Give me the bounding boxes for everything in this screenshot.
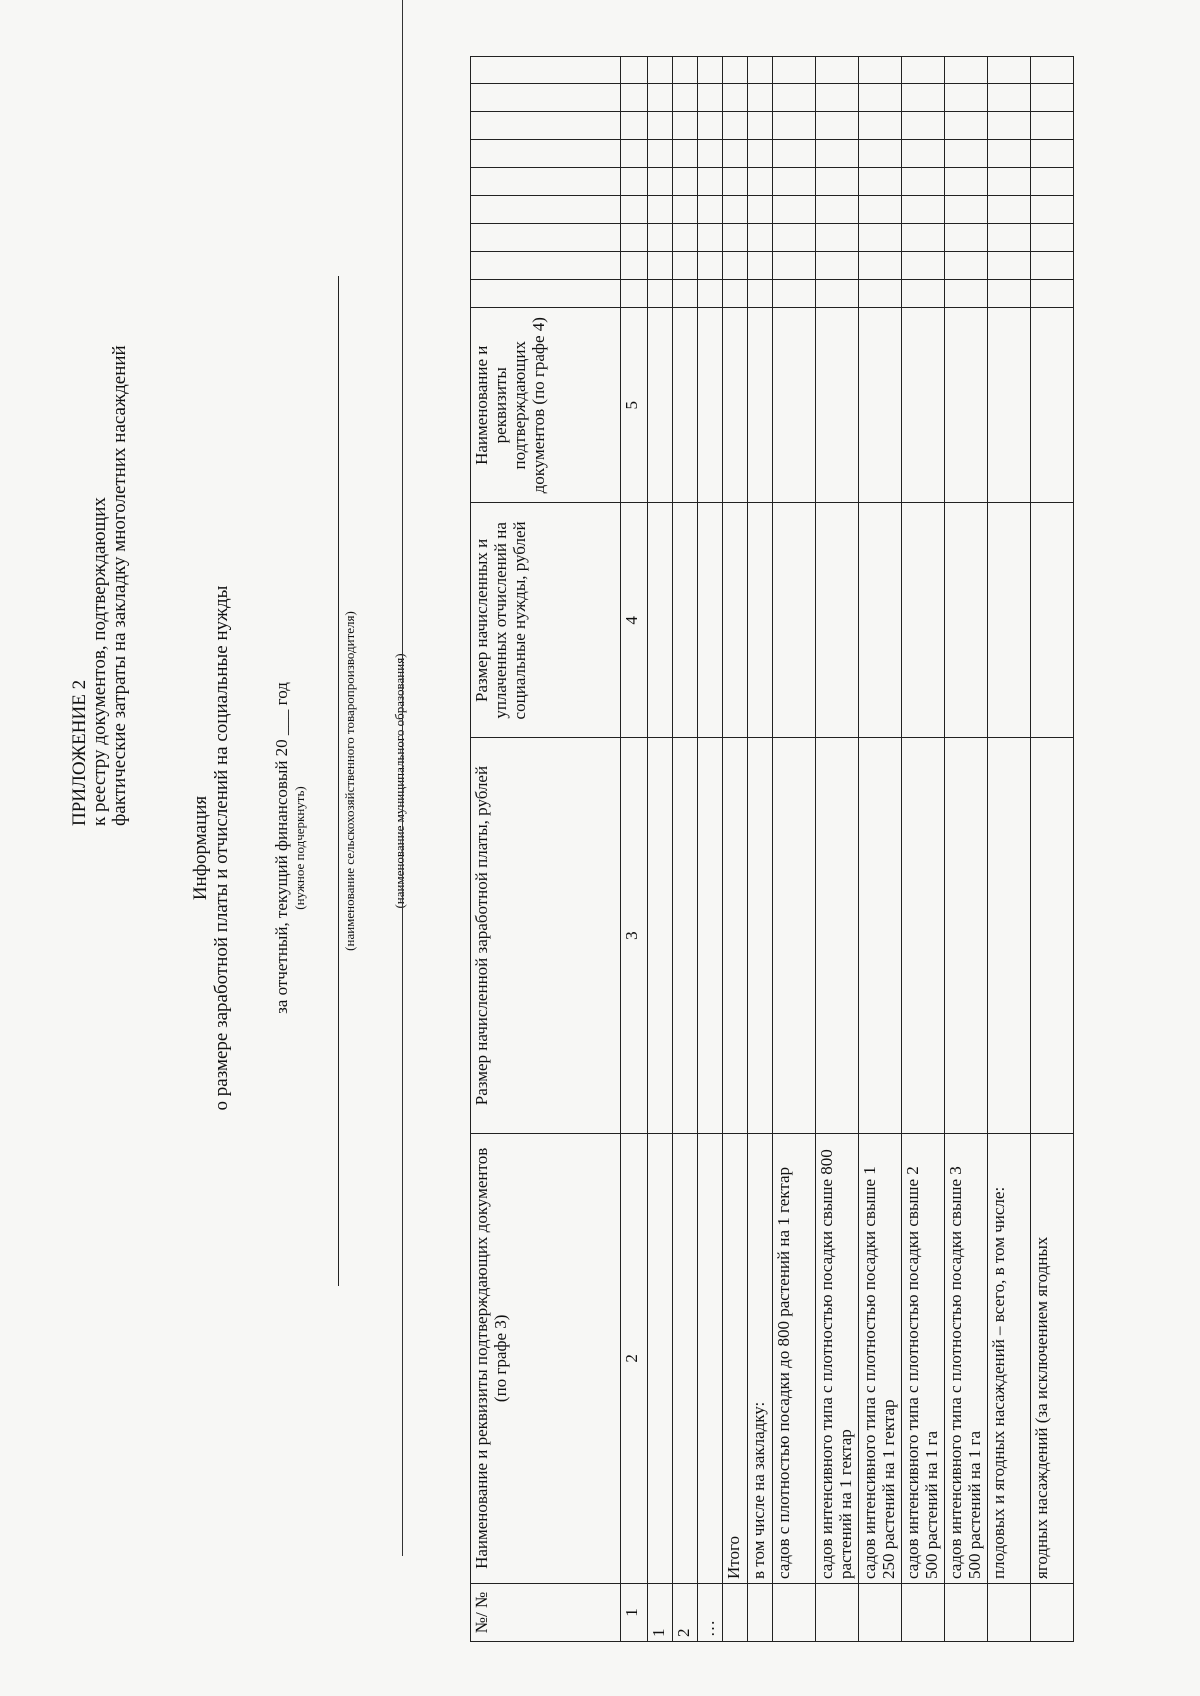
row-value-cell[interactable]: [648, 168, 673, 196]
row-label: плодовых и ягодных насаждений – всего, в том числе:: [988, 1133, 1031, 1583]
row-value-cell[interactable]: [698, 252, 723, 280]
blank-cell: [471, 57, 621, 84]
row-value-cell[interactable]: [698, 738, 723, 1133]
appendix-line-3: фактические затраты на закладку многолетних насаждений: [109, 345, 130, 826]
row-value-cell[interactable]: [648, 57, 673, 84]
data-table: [470, 56, 1074, 1642]
row-value-cell[interactable]: [816, 738, 859, 1133]
row-value-cell[interactable]: [698, 57, 723, 84]
blank-cell: [621, 280, 648, 308]
row-value-cell[interactable]: [648, 503, 673, 738]
row-value-cell[interactable]: [648, 84, 673, 112]
column-number: 2: [621, 1133, 648, 1583]
row-value-cell[interactable]: [773, 140, 816, 168]
row-value-cell[interactable]: [988, 57, 1031, 84]
row-value-cell[interactable]: [1031, 140, 1074, 168]
row-label: [673, 1133, 698, 1583]
producer-caption: (наименование сельскохозяйственного товаропроизводителя): [342, 611, 357, 951]
blank-cell: [621, 140, 648, 168]
row-value-cell[interactable]: [988, 738, 1031, 1133]
row-value-cell[interactable]: [945, 140, 988, 168]
row-value-cell[interactable]: [859, 738, 902, 1133]
row-value-cell[interactable]: [945, 57, 988, 84]
row-value-cell[interactable]: [1031, 308, 1074, 503]
row-value-cell[interactable]: [945, 84, 988, 112]
blank-cell: [621, 196, 648, 224]
appendix-line-2: к реестру документов, подтверждающих: [89, 497, 110, 826]
row-value-cell[interactable]: [723, 252, 748, 280]
blank-cell: [471, 196, 621, 224]
row-label: [648, 1133, 673, 1583]
row-value-cell[interactable]: [859, 252, 902, 280]
row-value-cell[interactable]: [945, 252, 988, 280]
blank-cell: [471, 252, 621, 280]
municipality-caption: (наименование муниципального образования): [392, 653, 407, 909]
table-row: [748, 57, 773, 1642]
row-value-cell[interactable]: [988, 140, 1031, 168]
row-value-cell[interactable]: [945, 280, 988, 308]
row-value-cell[interactable]: [673, 503, 698, 738]
header-salary: Размер начисленной заработной платы, рублей: [471, 738, 621, 1133]
blank-cell: [471, 112, 621, 140]
row-value-cell[interactable]: [816, 196, 859, 224]
row-value-cell[interactable]: [773, 308, 816, 503]
row-value-cell[interactable]: [723, 140, 748, 168]
row-value-cell[interactable]: [698, 308, 723, 503]
blank-cell: [471, 140, 621, 168]
column-number: 4: [621, 503, 648, 738]
header-documents-4: Наименование и реквизиты подтверждающих документов (по графе 4): [471, 308, 621, 503]
table-row: [902, 57, 945, 1642]
row-value-cell[interactable]: [902, 252, 945, 280]
row-value-cell[interactable]: [859, 84, 902, 112]
column-number-row: [621, 57, 648, 1642]
row-value-cell[interactable]: [773, 196, 816, 224]
row-value-cell[interactable]: [1031, 503, 1074, 738]
row-value-cell[interactable]: [648, 308, 673, 503]
table-row: [859, 57, 902, 1642]
column-number: 1: [621, 1583, 648, 1641]
row-number: [1031, 1583, 1074, 1641]
column-number: 3: [621, 738, 648, 1133]
row-value-cell[interactable]: [748, 224, 773, 252]
row-value-cell[interactable]: [723, 196, 748, 224]
row-number: 2: [673, 1583, 698, 1641]
row-value-cell[interactable]: [673, 168, 698, 196]
row-value-cell[interactable]: [859, 112, 902, 140]
row-value-cell[interactable]: [698, 84, 723, 112]
row-value-cell[interactable]: [988, 168, 1031, 196]
row-value-cell[interactable]: [673, 280, 698, 308]
row-value-cell[interactable]: [1031, 112, 1074, 140]
row-number: [748, 1583, 773, 1641]
row-value-cell[interactable]: [988, 112, 1031, 140]
row-label: [698, 1133, 723, 1583]
row-value-cell[interactable]: [773, 57, 816, 84]
row-value-cell[interactable]: [902, 308, 945, 503]
column-number: 5: [621, 308, 648, 503]
row-value-cell[interactable]: [723, 84, 748, 112]
row-value-cell[interactable]: [748, 738, 773, 1133]
row-value-cell[interactable]: [773, 224, 816, 252]
row-value-cell[interactable]: [748, 280, 773, 308]
row-value-cell[interactable]: [902, 112, 945, 140]
row-label: в том числе на закладку:: [748, 1133, 773, 1583]
row-number: [945, 1583, 988, 1641]
row-number: [816, 1583, 859, 1641]
appendix-header: [70, 46, 130, 826]
row-value-cell[interactable]: [902, 57, 945, 84]
producer-name-line[interactable]: [338, 276, 339, 1286]
row-value-cell[interactable]: [673, 224, 698, 252]
row-value-cell[interactable]: [859, 196, 902, 224]
row-value-cell[interactable]: [698, 280, 723, 308]
row-label: садов интенсивного типа с плотностью посадки свыше 3 500 растений на 1 га: [945, 1133, 988, 1583]
blank-cell: [621, 57, 648, 84]
row-number: [902, 1583, 945, 1641]
header-number: №/ №: [471, 1583, 621, 1641]
row-value-cell[interactable]: [648, 252, 673, 280]
row-value-cell[interactable]: [698, 503, 723, 738]
table-row: [816, 57, 859, 1642]
row-value-cell[interactable]: [1031, 224, 1074, 252]
row-value-cell[interactable]: [816, 224, 859, 252]
row-value-cell[interactable]: [816, 112, 859, 140]
row-label: садов интенсивного типа с плотностью посадки свыше 800 растений на 1 гектар: [816, 1133, 859, 1583]
row-value-cell[interactable]: [748, 196, 773, 224]
row-value-cell[interactable]: [816, 57, 859, 84]
row-value-cell[interactable]: [648, 738, 673, 1133]
row-value-cell[interactable]: [816, 252, 859, 280]
blank-cell: [621, 252, 648, 280]
row-value-cell[interactable]: [673, 308, 698, 503]
row-value-cell[interactable]: [698, 140, 723, 168]
row-value-cell[interactable]: [859, 140, 902, 168]
row-label: садов интенсивного типа с плотностью посадки свыше 2 500 растений на 1 га: [902, 1133, 945, 1583]
row-value-cell[interactable]: [698, 196, 723, 224]
row-value-cell[interactable]: [748, 112, 773, 140]
row-value-cell[interactable]: [773, 503, 816, 738]
row-value-cell[interactable]: [988, 503, 1031, 738]
row-value-cell[interactable]: [1031, 280, 1074, 308]
row-value-cell[interactable]: [673, 196, 698, 224]
row-value-cell[interactable]: [723, 738, 748, 1133]
row-value-cell[interactable]: [816, 84, 859, 112]
header-row: [471, 57, 621, 1642]
blank-cell: [621, 112, 648, 140]
blank-cell: [471, 224, 621, 252]
table-row: [673, 57, 698, 1642]
row-value-cell[interactable]: [773, 168, 816, 196]
table-row: [648, 57, 673, 1642]
row-value-cell[interactable]: [988, 308, 1031, 503]
row-value-cell[interactable]: [1031, 196, 1074, 224]
row-value-cell[interactable]: [723, 280, 748, 308]
row-value-cell[interactable]: [902, 503, 945, 738]
blank-cell: [621, 168, 648, 196]
row-value-cell[interactable]: [673, 738, 698, 1133]
row-value-cell[interactable]: [773, 252, 816, 280]
row-number: [773, 1583, 816, 1641]
blank-cell: [621, 224, 648, 252]
row-value-cell[interactable]: [723, 503, 748, 738]
row-value-cell[interactable]: [1031, 738, 1074, 1133]
row-number: 1: [648, 1583, 673, 1641]
row-value-cell[interactable]: [902, 738, 945, 1133]
period-line: за отчетный, текущий финансовый 20 ___ год: [272, 682, 291, 1014]
row-value-cell[interactable]: [773, 84, 816, 112]
row-value-cell[interactable]: [648, 280, 673, 308]
row-value-cell[interactable]: [748, 57, 773, 84]
row-value-cell[interactable]: [723, 57, 748, 84]
title-line-2: о размере заработной платы и отчислений на социальные нужды: [211, 585, 232, 1111]
row-value-cell[interactable]: [816, 140, 859, 168]
row-value-cell[interactable]: [698, 168, 723, 196]
row-value-cell[interactable]: [859, 280, 902, 308]
row-value-cell[interactable]: [945, 503, 988, 738]
row-number: [988, 1583, 1031, 1641]
row-label: садов с плотностью посадки до 800 растений на 1 гектар: [773, 1133, 816, 1583]
row-value-cell[interactable]: [902, 168, 945, 196]
table-row: [945, 57, 988, 1642]
row-value-cell[interactable]: [816, 503, 859, 738]
row-value-cell[interactable]: [859, 57, 902, 84]
row-value-cell[interactable]: [673, 57, 698, 84]
row-value-cell[interactable]: [945, 224, 988, 252]
row-value-cell[interactable]: [723, 308, 748, 503]
row-value-cell[interactable]: [648, 112, 673, 140]
row-number: …: [698, 1583, 723, 1641]
row-value-cell[interactable]: [988, 196, 1031, 224]
blank-cell: [471, 168, 621, 196]
blank-cell: [471, 84, 621, 112]
table-row: [773, 57, 816, 1642]
row-value-cell[interactable]: [698, 224, 723, 252]
row-value-cell[interactable]: [748, 503, 773, 738]
row-value-cell[interactable]: [1031, 168, 1074, 196]
row-value-cell[interactable]: [816, 280, 859, 308]
header-documents-3: Наименование и реквизиты подтверждающих документов (по графе 3): [471, 1133, 621, 1583]
row-value-cell[interactable]: [648, 196, 673, 224]
row-value-cell[interactable]: [748, 252, 773, 280]
row-value-cell[interactable]: [902, 84, 945, 112]
row-value-cell[interactable]: [773, 280, 816, 308]
row-value-cell[interactable]: [773, 738, 816, 1133]
row-value-cell[interactable]: [673, 112, 698, 140]
row-value-cell[interactable]: [1031, 57, 1074, 84]
row-value-cell[interactable]: [673, 84, 698, 112]
row-value-cell[interactable]: [748, 308, 773, 503]
appendix-title: ПРИЛОЖЕНИЕ 2: [69, 679, 90, 826]
table-row: [723, 57, 748, 1642]
row-value-cell[interactable]: [945, 112, 988, 140]
row-value-cell[interactable]: [1031, 252, 1074, 280]
row-value-cell[interactable]: [673, 252, 698, 280]
row-number: [859, 1583, 902, 1641]
horizontal-rule: [402, 0, 403, 1556]
blank-cell: [471, 280, 621, 308]
row-value-cell[interactable]: [988, 224, 1031, 252]
row-label: ягодных насаждений (за исключением ягодных: [1031, 1133, 1074, 1583]
period-hint: (нужное подчеркнуть): [292, 786, 307, 910]
title-line-1: Информация: [190, 795, 211, 901]
table-row: [698, 57, 723, 1642]
row-value-cell[interactable]: [723, 168, 748, 196]
row-value-cell[interactable]: [748, 84, 773, 112]
row-value-cell[interactable]: [859, 503, 902, 738]
row-value-cell[interactable]: [698, 112, 723, 140]
row-value-cell[interactable]: [902, 224, 945, 252]
blank-cell: [621, 84, 648, 112]
row-value-cell[interactable]: [945, 308, 988, 503]
row-value-cell[interactable]: [902, 140, 945, 168]
row-value-cell[interactable]: [859, 168, 902, 196]
row-value-cell[interactable]: [773, 112, 816, 140]
row-value-cell[interactable]: [648, 224, 673, 252]
row-value-cell[interactable]: [816, 168, 859, 196]
row-value-cell[interactable]: [673, 140, 698, 168]
row-value-cell[interactable]: [945, 738, 988, 1133]
row-value-cell[interactable]: [945, 196, 988, 224]
document-title: [190, 0, 232, 1696]
row-value-cell[interactable]: [859, 308, 902, 503]
row-value-cell[interactable]: [988, 280, 1031, 308]
row-value-cell[interactable]: [748, 168, 773, 196]
header-social: Размер начисленных и уплаченных отчислений на социальные нужды, рублей: [471, 503, 621, 738]
row-value-cell[interactable]: [945, 168, 988, 196]
row-value-cell[interactable]: [723, 112, 748, 140]
row-value-cell[interactable]: [859, 224, 902, 252]
row-label: садов интенсивного типа с плотностью посадки свыше 1 250 растений на 1 гектар: [859, 1133, 902, 1583]
row-value-cell[interactable]: [902, 280, 945, 308]
table-row: [1031, 57, 1074, 1642]
table-body: [648, 57, 1074, 1642]
row-value-cell[interactable]: [988, 84, 1031, 112]
row-label: Итого: [723, 1133, 748, 1583]
row-value-cell[interactable]: [723, 224, 748, 252]
row-number: [723, 1583, 748, 1641]
row-value-cell[interactable]: [648, 140, 673, 168]
table-row: [988, 57, 1031, 1642]
row-value-cell[interactable]: [748, 140, 773, 168]
row-value-cell[interactable]: [816, 308, 859, 503]
row-value-cell[interactable]: [988, 252, 1031, 280]
row-value-cell[interactable]: [1031, 84, 1074, 112]
row-value-cell[interactable]: [902, 196, 945, 224]
